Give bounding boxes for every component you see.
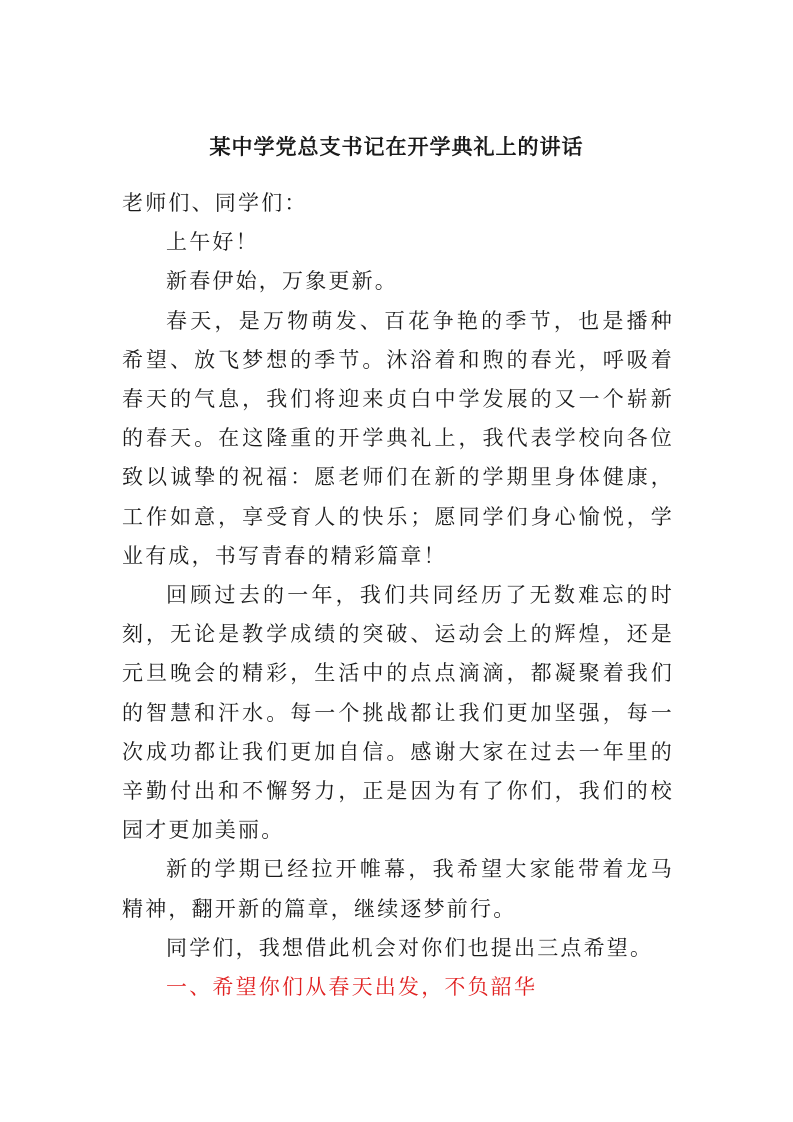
paragraph-spring-blessing: 春天，是万物萌发、百花争艳的季节，也是播种希望、放飞梦想的季节。沐浴着和煦的春光，呼吸着春天的气息，我们将迎来贞白中学发展的又一个崭新的春天。在这隆重的开学典礼上，我代表学校向各位致以诚挚的祝福：愿老师们在新的学期里身体健康，工作如意，享受育人的快乐；愿同学们身心愉悦，学业有成，书写青春的精彩篇章！ [122,308,674,568]
paragraph-review-past-year: 回顾过去的一年，我们共同经历了无数难忘的时刻，无论是教学成绩的突破、运动会上的辉煌，还是元旦晚会的精彩，生活中的点点滴滴，都凝聚着我们的智慧和汗水。每一个挑战都让我们更加坚强，每一次成功都让我们更加自信。感谢大家在过去一年里的辛勤付出和不懈努力，正是因为有了你们，我们的校园才更加美丽。 [122,583,674,843]
paragraph-new-spring: 新春伊始，万象更新。 [166,269,398,294]
paragraph-greeting: 上午好！ [166,230,259,255]
salutation: 老师们、同学们： [122,191,308,215]
paragraph-new-semester: 新的学期已经拉开帷幕，我希望大家能带着龙马精神，翻开新的篇章，继续逐梦前行。 [122,857,674,921]
paragraph-three-hopes: 同学们，我想借此机会对你们也提出三点希望。 [166,935,654,960]
document-title: 某中学党总支书记在开学典礼上的讲话 [209,134,584,159]
document-body [122,184,674,1007]
section-heading-one: 一、希望你们从春天出发，不负韶华 [166,975,538,1000]
